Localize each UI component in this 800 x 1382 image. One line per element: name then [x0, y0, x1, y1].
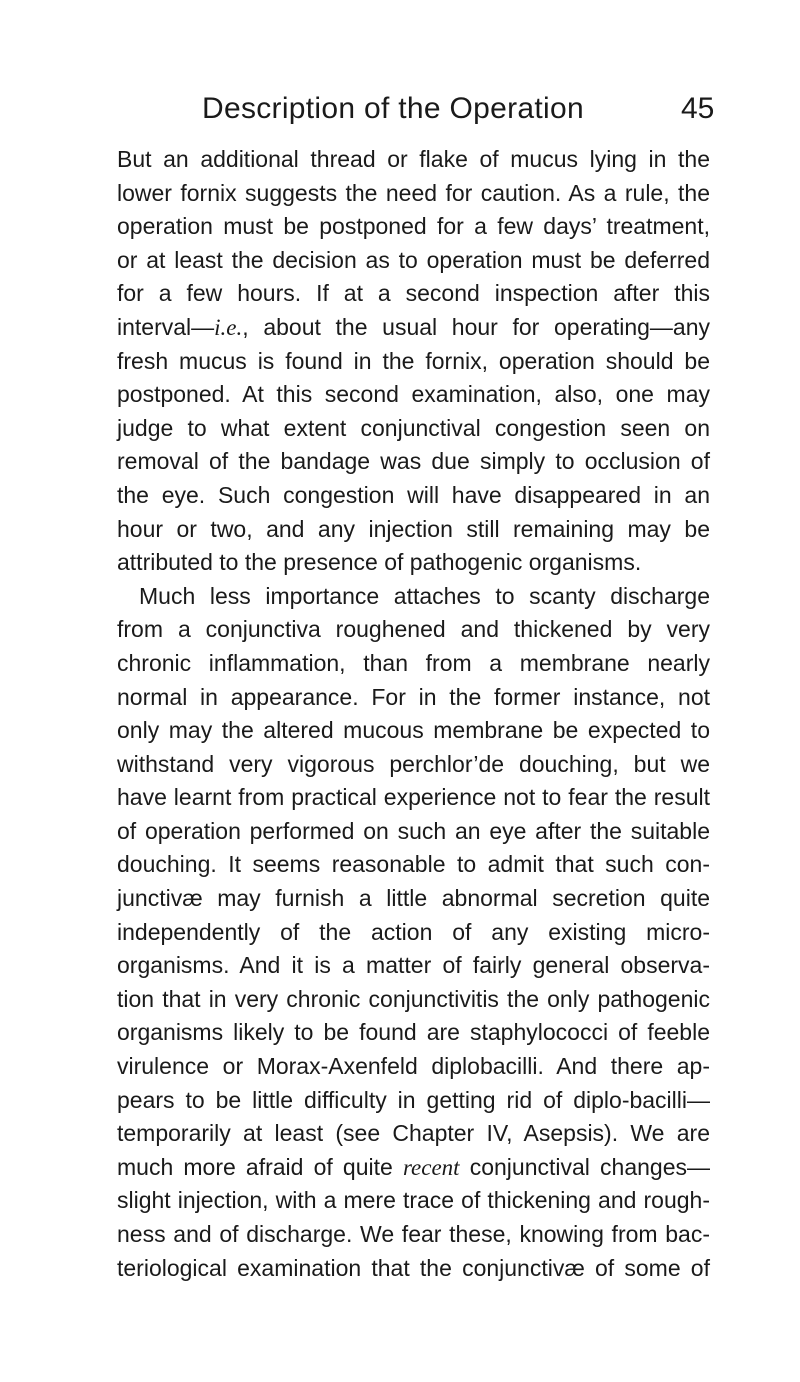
text-line: teriological examination that the conjunctivæ of some of — [117, 1254, 710, 1281]
page-number: 45 — [681, 92, 715, 125]
text-line: But an additional thread or flake of mucus lying in the — [117, 146, 710, 172]
text-line: hour or two, and any injection still remaining may be — [117, 515, 710, 542]
text-line — [117, 1151, 710, 1185]
text-line: junctivæ may furnish a little abnormal secretion quite — [117, 885, 710, 912]
italic-ie: i.e. — [214, 314, 243, 340]
text-line: virulence or Morax-Axenfeld diplobacilli. And there ap- — [117, 1053, 710, 1080]
italic-recent: recent — [402, 1154, 460, 1180]
text-line: tion that in very chronic conjunctivitis the only pathogenic — [117, 985, 710, 1012]
text-line: douching. It seems reasonable to admit that such con- — [117, 851, 710, 878]
text-line: normal in appearance. For in the former instance, not — [117, 683, 710, 710]
running-head-title: Description of the Operation — [202, 92, 584, 125]
text-line: of operation performed on such an eye after the suitable — [117, 817, 710, 844]
text-segment: conjunctival changes— — [459, 1153, 710, 1180]
text-segment: interval— — [117, 313, 215, 340]
text-line: for a few hours. If at a second inspection after this — [117, 280, 710, 307]
body-text — [117, 143, 710, 1285]
text-line: pears to be little difficulty in getting rid of diplo-bacilli— — [117, 1086, 710, 1113]
text-line: independently of the action of any existing micro- — [117, 918, 710, 945]
text-line: chronic inflammation, than from a membrane nearly — [117, 649, 710, 676]
text-line: operation must be postponed for a few days’ treatment, — [117, 213, 710, 240]
text-segment: much more afraid of quite — [117, 1153, 403, 1180]
text-line: ness and of discharge. We fear these, knowing from bac- — [117, 1221, 710, 1247]
running-head — [0, 92, 800, 132]
text-segment: , about the usual hour for operating—any — [242, 313, 710, 340]
text-line: withstand very vigorous perchlor’de douching, but we — [117, 750, 710, 777]
text-line: slight injection, with a mere trace of thickening and rough- — [117, 1187, 710, 1214]
text-line: lower fornix suggests the need for caution. As a rule, the — [117, 179, 710, 206]
text-line: postponed. At this second examination, also, one may — [117, 381, 710, 408]
text-line: the eye. Such congestion will have disappeared in an — [117, 481, 710, 508]
text-line — [117, 311, 710, 345]
text-line: only may the altered mucous membrane be expected to — [117, 717, 710, 744]
text-line: fresh mucus is found in the fornix, operation should be — [117, 347, 710, 374]
text-line: removal of the bandage was due simply to occlusion of — [117, 448, 710, 475]
text-line: organisms likely to be found are staphylococci of feeble — [117, 1019, 710, 1046]
text-line: from a conjunctiva roughened and thickened by very — [117, 616, 710, 643]
paragraph-start-line: Much less importance attaches to scanty discharge — [139, 582, 710, 609]
text-line: attributed to the presence of pathogenic organisms. — [117, 549, 642, 576]
text-line: temporarily at least (see Chapter IV, Asepsis). We are — [117, 1120, 710, 1147]
text-line: judge to what extent conjunctival congestion seen on — [117, 414, 710, 441]
text-line: organisms. And it is a matter of fairly general observa- — [117, 952, 710, 979]
text-line: have learnt from practical experience not to fear the result — [117, 784, 710, 811]
text-line: or at least the decision as to operation must be deferred — [117, 246, 710, 273]
